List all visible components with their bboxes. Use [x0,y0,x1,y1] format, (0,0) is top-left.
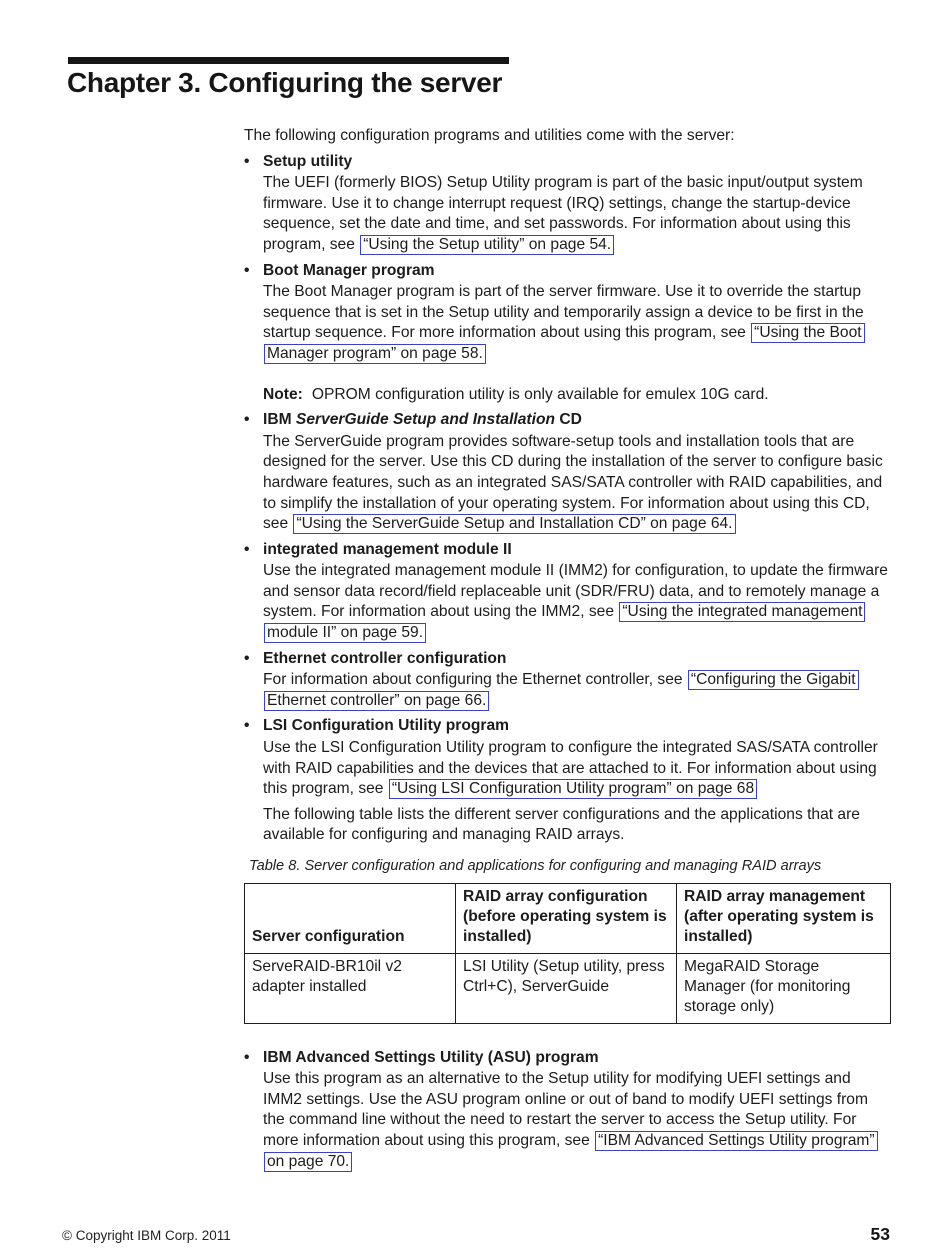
table-header-raid-array-configuration: RAID array configuration (before operating system is installed) [456,883,677,953]
bullet-item-imm2 [244,540,892,644]
bullet-body [263,432,892,535]
bullet-item-asu-program [244,1048,892,1173]
note-label: Note: [263,385,303,403]
table-caption: Table 8. Server configuration and applications for configuring and managing RAID arrays [249,858,822,874]
bullet-item-setup-utility [244,152,892,256]
bullet-body [263,173,892,255]
table-row [245,953,891,1023]
bullet-title [263,410,582,431]
bullet-body [263,738,892,800]
table-header-raid-array-management: RAID array management (after operating system is installed) [677,883,891,953]
intro-paragraph: The following configuration programs and utilities come with the server: [244,127,735,144]
config-table [244,883,891,1024]
table-header-row [245,883,891,953]
link-ibm-advanced-settings-utility-program[interactable]: “IBM Advanced Settings Utility program” on page 70. [264,1131,878,1172]
page-content [244,126,892,1172]
body-text: Use the integrated management module II (IMM2) for configuration, to update the firmware and sensor data record/field replaceable unit (SDR/FRU) data, and to remotely manage a system. For information about using the IMM2, see [263,562,888,621]
bullet-body [263,561,892,643]
title-segment-italic: ServerGuide Setup and Installation [295,411,556,429]
table-lead-in-paragraph: The following table lists the different server configurations and the applications that are available for configuring and managing RAID arrays. [263,805,860,844]
body-text: Use the LSI Configuration Utility program to configure the integrated SAS/SATA controller with RAID capabilities and the devices that are attached to it. For information about using this program, see [263,739,878,798]
bullet-title: IBM Advanced Settings Utility (ASU) program [263,1048,599,1066]
bullet-title: LSI Configuration Utility program [263,717,510,735]
bullet-icon: • [244,717,250,735]
bullet-icon: • [244,1048,250,1066]
chapter-rule [68,57,509,64]
bullet-item-boot-manager [244,261,892,406]
bullet-item-lsi-configuration-utility [244,716,892,1023]
page-number: 53 [870,1224,890,1244]
bullet-title: integrated management module II [263,540,512,558]
note-text: OPROM configuration utility is only available for emulex 10G card. [311,385,769,403]
table-cell: MegaRAID Storage Manager (for monitoring storage only) [677,953,891,1023]
bullet-title: Ethernet controller configuration [263,649,507,667]
table-cell: LSI Utility (Setup utility, press Ctrl+C), ServerGuide [456,953,677,1023]
bullet-title: Setup utility [263,152,353,170]
copyright-notice: © Copyright IBM Corp. 2011 [62,1228,231,1243]
link-using-the-setup-utility[interactable]: “Using the Setup utility” on page 54. [360,235,614,255]
title-segment: IBM [263,411,296,429]
link-using-the-serverguide-setup-and-installation-cd[interactable]: “Using the ServerGuide Setup and Installation CD” on page 64. [293,514,735,534]
body-text: Use this program as an alternative to the Setup utility for modifying UEFI settings and IMM2 settings. Use the ASU program online or out of band to modify UEFI settings from the command line without the need to restart the server to access the Setup utility. For more information about using this program, see [263,1070,868,1149]
body-text: The UEFI (formerly BIOS) Setup Utility program is part of the basic input/output system firmware. Use it to change interrupt request (IRQ) settings, change the startup-device sequence, set the date and time, and set passwords. For information about using this program, see [263,174,863,253]
body-text: For information about configuring the Ethernet controller, see [263,671,687,689]
bullet-title: Boot Manager program [263,261,435,279]
note-paragraph [263,385,892,406]
link-using-the-boot-manager-program[interactable]: “Using the Boot Manager program” on page 58. [264,323,865,364]
bullet-icon: • [244,261,250,279]
link-using-lsi-configuration-utility-program[interactable]: “Using LSI Configuration Utility program” on page 68 [389,779,757,799]
bullet-body [263,282,892,364]
body-text: The ServerGuide program provides software-setup tools and installation tools that are designed for the server. Use this CD during the installation of the server to configure basic hardware features, such as an integrated SAS/SATA controller with RAID capabilities, and to simplify the installation of your operating system. For information about using this CD, see [263,432,883,533]
link-configuring-the-gigabit-ethernet-controller[interactable]: “Configuring the Gigabit Ethernet controller” on page 66. [264,670,859,711]
bullet-icon: • [244,152,250,170]
table-header-server-configuration: Server configuration [245,883,456,953]
chapter-title: Chapter 3. Configuring the server [67,67,503,98]
bullet-icon: • [244,540,250,558]
link-using-the-integrated-management-module-ii[interactable]: “Using the integrated management module II” on page 59. [264,602,865,643]
bullet-item-serverguide-cd [244,410,892,535]
title-segment: CD [555,411,582,429]
bullet-body [263,1069,892,1172]
page-footer [62,1224,890,1245]
table-cell: ServeRAID-BR10il v2 adapter installed [245,953,456,1023]
bullet-icon: • [244,649,250,667]
bullet-item-ethernet-controller [244,649,892,712]
bullet-body [263,670,892,711]
body-text: The Boot Manager program is part of the server firmware. Use it to override the startup sequence that is set in the Setup utility and temporarily assign a device to be first in the startup sequence. For more information about using this program, see [263,283,864,342]
bullet-icon: • [244,411,250,429]
